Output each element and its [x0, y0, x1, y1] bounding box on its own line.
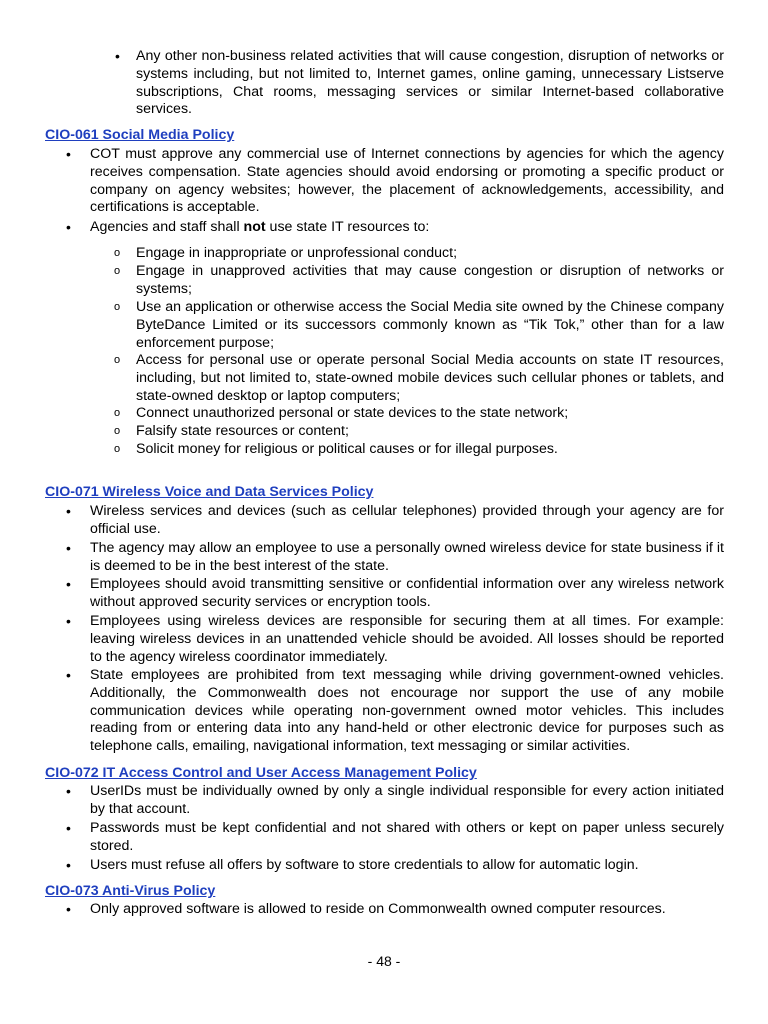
bullet-icon: •	[66, 576, 71, 592]
cio-061-heading-link[interactable]: CIO-061 Social Media Policy	[45, 127, 235, 143]
cio-061-sub-item: Use an application or otherwise access the Social Media site owned by the Chinese company ByteDance Limited or its successors commonly known as “Tik Tok,” other than for a law enforcement purpose;	[136, 299, 724, 351]
bullet-icon: •	[66, 146, 71, 162]
sub-bullet-icon: o	[114, 425, 121, 437]
cio-071-bullet: State employees are prohibited from text messaging while driving government-owned vehicles. Additionally, the Commonwealth does not encourage nor support the use of any mobile communication devices while operating non-government owned motor vehicles. This includes reading from or entering data into any hand-held or other electronic device for purposes such as telephone calls, emailing, navigational information, text messaging or similar activities.	[90, 667, 724, 755]
cio-072-bullet: Passwords must be kept confidential and not shared with others or kept on paper unless securely stored.	[90, 820, 724, 854]
bullet-icon: •	[66, 219, 71, 235]
cio-061-sub-item: Connect unauthorized personal or state devices to the state network;	[136, 405, 569, 421]
cio-071-bullet: The agency may allow an employee to use a personally owned wireless device for state business if it is deemed to be in the best interest of the state.	[90, 540, 724, 574]
cio-073-heading-link[interactable]: CIO-073 Anti-Virus Policy	[45, 883, 216, 899]
page-number: - 48 -	[367, 953, 401, 969]
bullet-icon: •	[66, 820, 71, 836]
sub-bullet-icon: o	[114, 247, 121, 259]
cio-071-heading-link[interactable]: CIO-071 Wireless Voice and Data Services Policy	[45, 484, 374, 500]
bullet-icon: •	[66, 613, 71, 629]
sub-bullet-icon: o	[114, 443, 121, 455]
cio-072-bullet: Users must refuse all offers by software to store credentials to allow for automatic login.	[90, 857, 639, 873]
bullet-icon: •	[66, 503, 71, 519]
bullet-icon: •	[66, 667, 71, 683]
cio-061-sub-item: Access for personal use or operate personal Social Media accounts on state IT resources, including, but not limited to, state-owned mobile devices such cellular phones or tablets, and state-owned desktop or laptop computers;	[136, 352, 724, 404]
cio-073-bullet: Only approved software is allowed to reside on Commonwealth owned computer resources.	[90, 901, 666, 917]
cio-061-sub-item: Falsify state resources or content;	[136, 423, 349, 439]
bullet-icon: •	[66, 540, 71, 556]
sub-bullet-icon: o	[114, 407, 121, 419]
cio-061-bullet-1: COT must approve any commercial use of Internet connections by agencies for which the agency receives compensation. State agencies should avoid endorsing or promoting a specific product or company on agency websites; however, the placement of acknowledgements, accessibility, and certifications is acceptable.	[90, 146, 724, 216]
cio-071-bullet: Wireless services and devices (such as cellular telephones) provided through your agency are for official use.	[90, 503, 724, 537]
bullet-icon: •	[66, 857, 71, 873]
intro-bullet-text: Any other non-business related activities that will cause congestion, disruption of networks or systems including, but not limited to, Internet games, online gaming, unnecessary Listserve subscriptions, Chat rooms, messaging services or similar Internet-based collaborative services.	[136, 48, 724, 118]
cio-061-sub-item: Engage in inappropriate or unprofessional conduct;	[136, 245, 458, 261]
bullet-icon: •	[66, 783, 71, 799]
cio-061-sub-item: Solicit money for religious or political causes or for illegal purposes.	[136, 441, 558, 457]
cio-072-bullet: UserIDs must be individually owned by only a single individual responsible for every action initiated by that account.	[90, 783, 724, 817]
cio-071-bullet: Employees should avoid transmitting sensitive or confidential information over any wireless network without approved security services or encryption tools.	[90, 576, 724, 610]
bullet-icon: •	[66, 901, 71, 917]
cio-061-bullet-2: Agencies and staff shall not use state IT resources to:	[90, 219, 430, 235]
cio-071-bullet: Employees using wireless devices are responsible for securing them at all times. For example: leaving wireless devices in an unattended vehicle should be avoided. All losses should be reported to the agency wireless coordinator immediately.	[90, 613, 724, 665]
cio-061-sub-item: Engage in unapproved activities that may cause congestion or disruption of networks or systems;	[136, 263, 724, 297]
sub-bullet-icon: o	[114, 354, 121, 366]
cio-072-heading-link[interactable]: CIO-072 IT Access Control and User Access Management Policy	[45, 765, 477, 781]
sub-bullet-icon: o	[114, 265, 121, 277]
bullet-icon: •	[115, 48, 120, 64]
sub-bullet-icon: o	[114, 301, 121, 313]
